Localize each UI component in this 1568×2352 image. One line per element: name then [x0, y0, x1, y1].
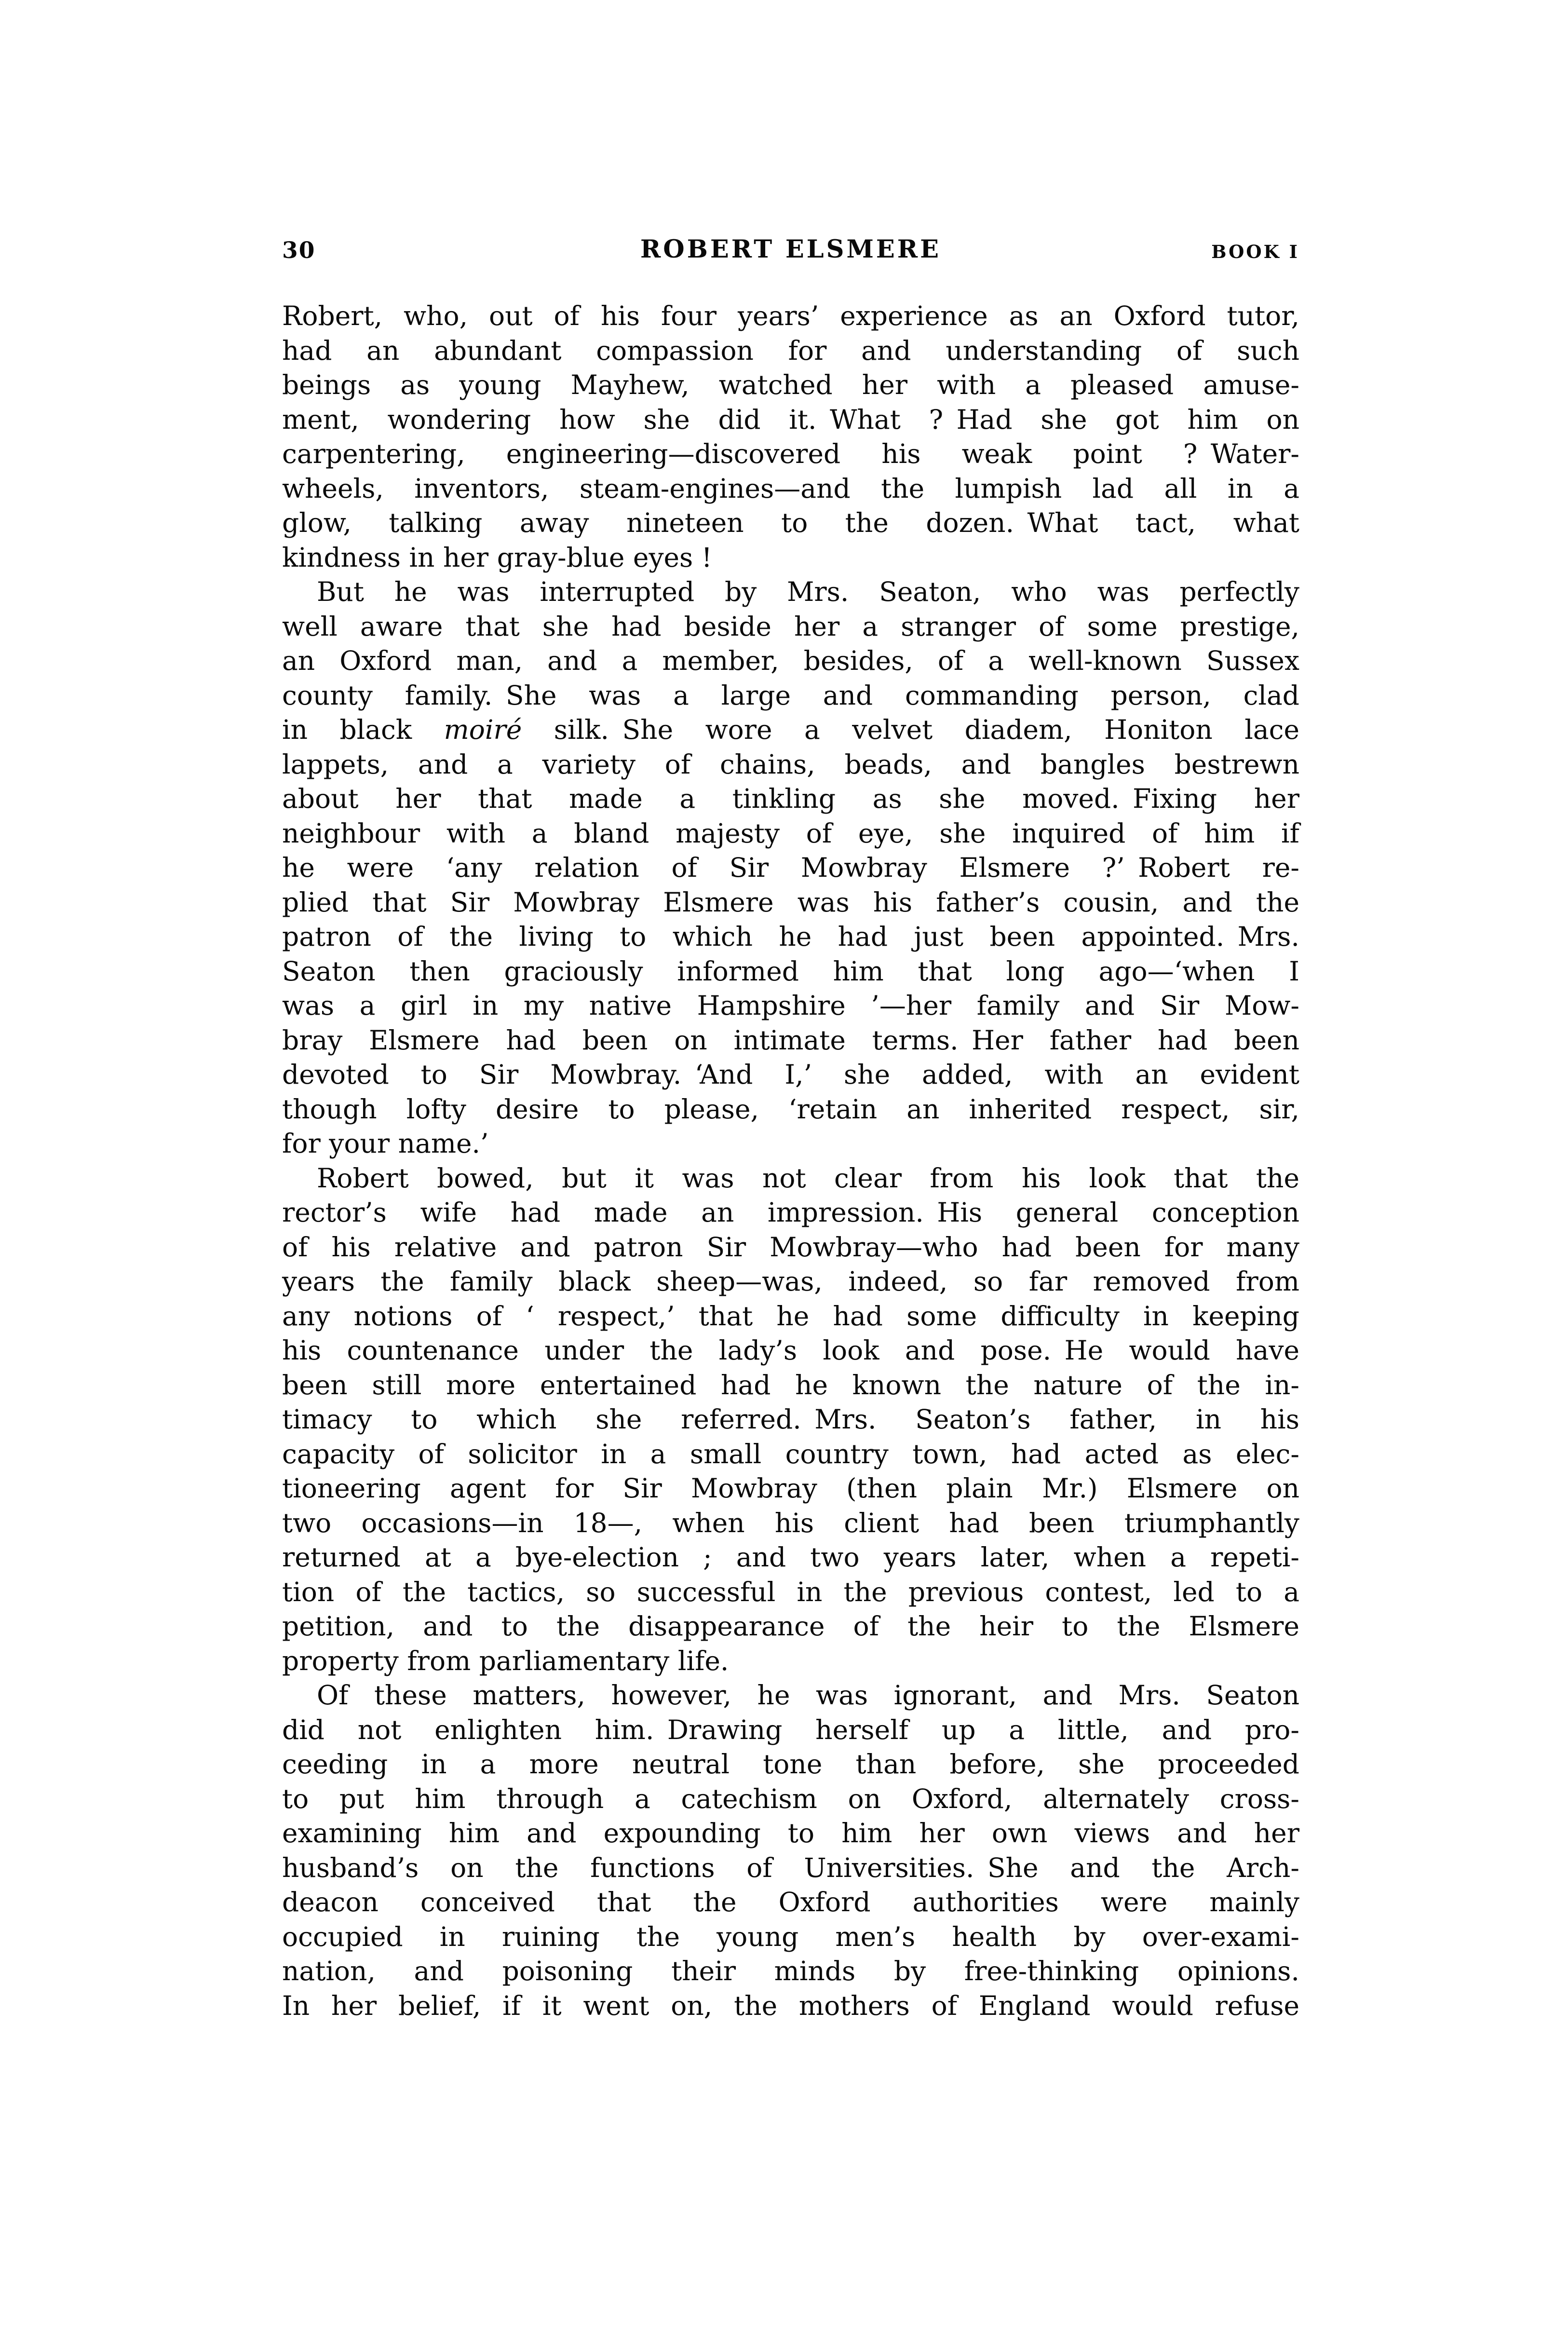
text-line: property from parliamentary life. — [282, 1645, 729, 1676]
text-line: lappets, and a variety of chains, beads, and bangles bestrewn — [282, 748, 1299, 780]
text-line: petition, and to the disappearance of the heir to the Elsmere — [282, 1611, 1299, 1642]
text-line: county family. She was a large and commanding person, clad — [282, 680, 1299, 711]
text-line: about her that made a tinkling as she moved. Fixing her — [282, 783, 1299, 814]
running-head — [282, 232, 1299, 264]
text-line: Robert, who, out of his four years’ experience as an Oxford tutor, — [282, 300, 1299, 331]
text-line: of his relative and patron Sir Mowbray—who had been for many — [282, 1231, 1299, 1263]
text-line: But he was interrupted by Mrs. Seaton, who was perfectly — [317, 576, 1299, 607]
text-line: capacity of solicitor in a small country town, had acted as elec- — [282, 1438, 1299, 1469]
text-line: was a girl in my native Hampshire ’—her family and Sir Mow- — [282, 990, 1299, 1021]
text-line: for your name.’ — [282, 1128, 489, 1159]
text-line: wheels, inventors, steam-engines—and the lumpish lad all in a — [282, 473, 1299, 504]
text-line: any notions of ‘ respect,’ that he had some difficulty in keeping — [282, 1300, 1299, 1332]
text-line: Of these matters, however, he was ignorant, and Mrs. Seaton — [317, 1680, 1299, 1711]
text-line: occupied in ruining the young men’s health by over-exami- — [282, 1921, 1299, 1952]
text-line: to put him through a catechism on Oxford, alternately cross- — [282, 1783, 1299, 1814]
text-line: been still more entertained had he known the nature of the in- — [282, 1369, 1299, 1400]
running-title: ROBERT ELSMERE — [640, 235, 942, 264]
text-line: In her belief, if it went on, the mothers of England would refuse — [282, 1990, 1299, 2021]
text-line: though lofty desire to please, ‘retain an inherited respect, sir, — [282, 1093, 1299, 1125]
text-line: tioneering agent for Sir Mowbray (then plain Mr.) Elsmere on — [282, 1473, 1299, 1504]
text-line: in black moiré silk. She wore a velvet diadem, Honiton lace — [282, 714, 1299, 745]
text-line: timacy to which she referred. Mrs. Seaton’s father, in his — [282, 1404, 1299, 1435]
text-line: carpentering, engineering—discovered his weak point ? Water- — [282, 438, 1299, 469]
text-line: beings as young Mayhew, watched her with a pleased amuse- — [282, 369, 1299, 400]
text-line: an Oxford man, and a member, besides, of a well-known Sussex — [282, 645, 1299, 676]
text-line: ceeding in a more neutral tone than before, she proceeded — [282, 1749, 1299, 1780]
text-line: did not enlighten him. Drawing herself up a little, and pro- — [282, 1714, 1299, 1745]
text-line: rector’s wife had made an impression. His general conception — [282, 1197, 1299, 1228]
text-line: years the family black sheep—was, indeed, so far removed from — [282, 1266, 1299, 1297]
text-line: deacon conceived that the Oxford authorities were mainly — [282, 1887, 1299, 1917]
text-line: bray Elsmere had been on intimate terms. Her father had been — [282, 1024, 1299, 1056]
text-line: kindness in her gray-blue eyes ! — [282, 542, 712, 573]
text-line: two occasions—in 18—, when his client had been triumphantly — [282, 1507, 1299, 1538]
text-line: he were ‘any relation of Sir Mowbray Elsmere ?’ Robert re- — [282, 852, 1299, 883]
text-line: plied that Sir Mowbray Elsmere was his father’s cousin, and the — [282, 886, 1299, 918]
body-text — [282, 299, 1299, 2023]
text-line: nation, and poisoning their minds by free-thinking opinions. — [282, 1956, 1299, 1986]
text-line: ment, wondering how she did it. What ? Had she got him on — [282, 404, 1299, 435]
text-line: devoted to Sir Mowbray. ‘And I,’ she added, with an evident — [282, 1059, 1299, 1090]
text-line: neighbour with a bland majesty of eye, she inquired of him if — [282, 817, 1299, 849]
text-line: his countenance under the lady’s look and pose. He would have — [282, 1335, 1299, 1366]
text-line: examining him and expounding to him her own views and her — [282, 1818, 1299, 1849]
text-line: well aware that she had beside her a stranger of some prestige, — [282, 611, 1299, 642]
text-line: returned at a bye-election ; and two years later, when a repeti- — [282, 1542, 1299, 1573]
text-line: tion of the tactics, so successful in the previous contest, led to a — [282, 1576, 1299, 1607]
page-number: 30 — [282, 237, 316, 264]
text-line: husband’s on the functions of Universities. She and the Arch- — [282, 1852, 1299, 1883]
text-line: glow, talking away nineteen to the dozen. What tact, what — [282, 507, 1299, 538]
book-section-label: BOOK I — [1211, 241, 1299, 262]
text-line: patron of the living to which he had just been appointed. Mrs. — [282, 921, 1299, 952]
text-line: had an abundant compassion for and understanding of such — [282, 335, 1299, 366]
text-line: Robert bowed, but it was not clear from his look that the — [317, 1162, 1299, 1194]
text-line: Seaton then graciously informed him that long ago—‘when I — [282, 955, 1299, 987]
